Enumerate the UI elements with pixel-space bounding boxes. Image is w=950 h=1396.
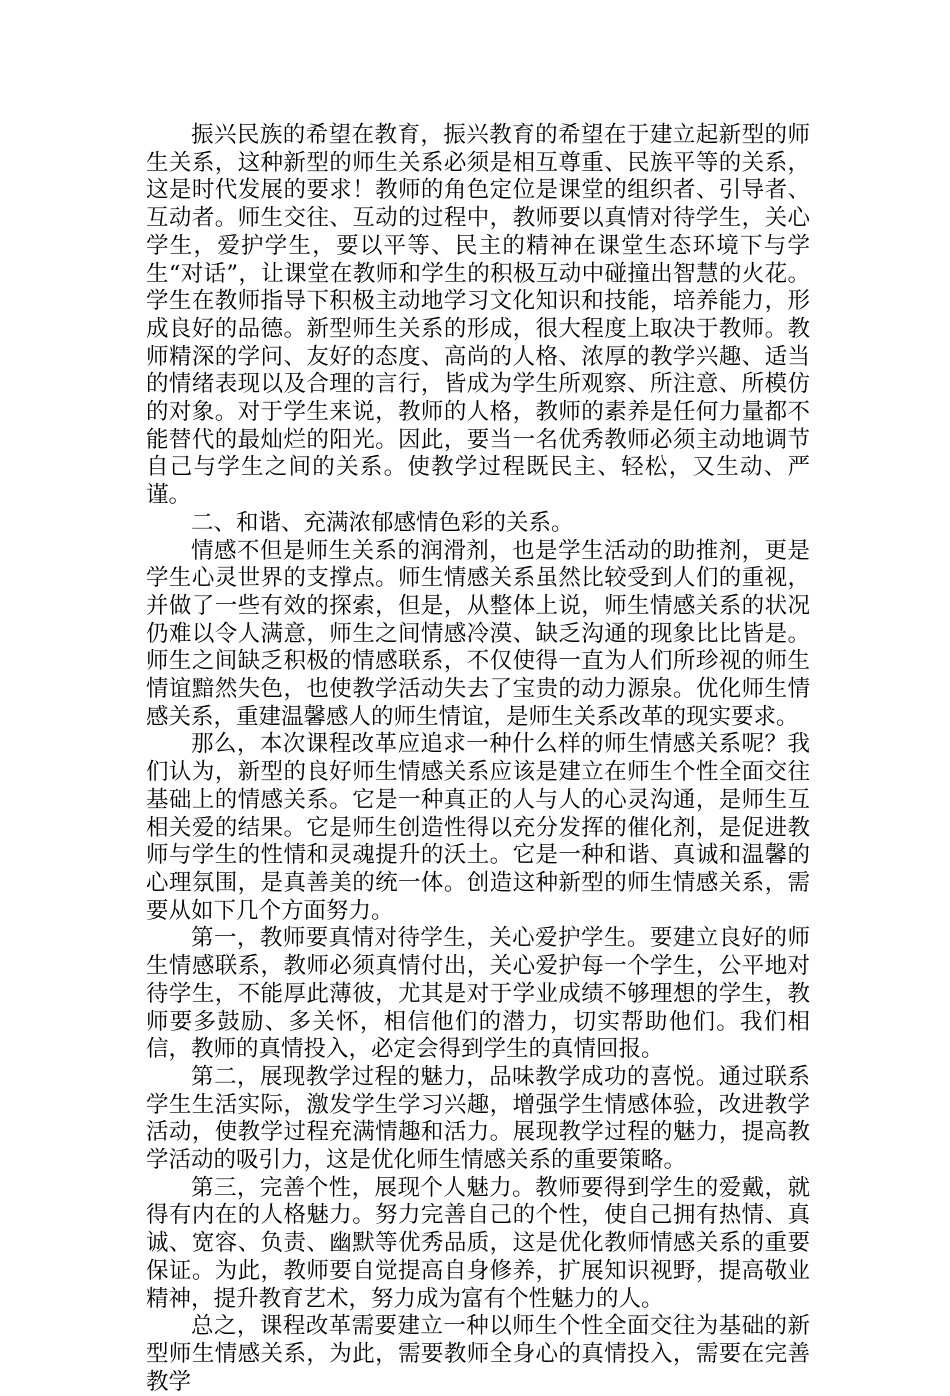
paragraph-first-point: 第一，教师要真情对待学生，关心爱护学生。要建立良好的师生情感联系，教师必须真情付出，关心爱护每一个学生，公平地对待学生，不能厚此薄彼，尤其是对于学业成绩不够理想的学生，教师要多鼓励、多关怀，相信他们的潜力，切实帮助他们。我们相信，教师的真情投入，必定会得到学生的真情回报。	[146, 925, 810, 1063]
paragraph-emotion: 情感不但是师生关系的润滑剂，也是学生活动的助推剂，更是学生心灵世界的支撑点。师生情感关系虽然比较受到人们的重视，并做了一些有效的探索，但是，从整体上说，师生情感关系的状况仍难以令人满意，师生之间情感冷漠、缺乏沟通的现象比比皆是。师生之间缺乏积极的情感联系，不仅使得一直为人们所珍视的师生情谊黯然失色，也使教学活动失去了宝贵的动力源泉。优化师生情感关系，重建温馨感人的师生情谊，是师生关系改革的现实要求。	[146, 537, 810, 730]
document-body	[146, 122, 810, 1396]
section-heading-two: 二、和谐、充满浓郁感情色彩的关系。	[191, 509, 574, 536]
paragraph-intro: 振兴民族的希望在教育，振兴教育的希望在于建立起新型的师生关系，这种新型的师生关系必须是相互尊重、民族平等的关系，这是时代发展的要求！教师的角色定位是课堂的组织者、引导者、互动者。师生交往、互动的过程中，教师要以真情对待学生，关心学生，爱护学生，要以平等、民主的精神在课堂生态环境下与学生“对话”，让课堂在教师和学生的积极互动中碰撞出智慧的火花。学生在教师指导下积极主动地学习文化知识和技能，培养能力，形成良好的品德。新型师生关系的形成，很大程度上取决于教师。教师精深的学问、友好的态度、高尚的人格、浓厚的教学兴趣、适当的情绪表现以及合理的言行，皆成为学生所观察、所注意、所模仿的对象。对于学生来说，教师的人格，教师的素养是任何力量都不能替代的最灿烂的阳光。因此，要当一名优秀教师必须主动地调节自己与学生之间的关系。使教学过程既民主、轻松，又生动、严谨。	[146, 122, 810, 509]
paragraph-third-point: 第三，完善个性，展现个人魅力。教师要得到学生的爱戴，就得有内在的人格魅力。努力完善自己的个性，使自己拥有热情、真诚、宽容、负责、幽默等优秀品质，这是优化教师情感关系的重要保证。为此，教师要自觉提高自身修养，扩展知识视野，提高敬业精神，提升教育艺术，努力成为富有个性魅力的人。	[146, 1174, 810, 1312]
paragraph-conclusion: 总之，课程改革需要建立一种以师生个性全面交往为基础的新型师生情感关系，为此，需要教师全身心的真情投入，需要在完善教学	[146, 1313, 810, 1395]
paragraph-question: 那么，本次课程改革应追求一种什么样的师生情感关系呢？我们认为，新型的良好师生情感关系应该是建立在师生个性全面交往基础上的情感关系。它是一种真正的人与人的心灵沟通，是师生互相关爱的结果。它是师生创造性得以充分发挥的催化剂，是促进教师与学生的性情和灵魂提升的沃土。它是一种和谐、真诚和温馨的心理氛围，是真善美的统一体。创造这种新型的师生情感关系，需要从如下几个方面努力。	[146, 731, 810, 924]
paragraph-second-point: 第二，展现教学过程的魅力，品味教学成功的喜悦。通过联系学生生活实际，激发学生学习兴趣，增强学生情感体验，改进教学活动，使教学过程充满情趣和活力。展现教学过程的魅力，提高教学活动的吸引力，这是优化师生情感关系的重要策略。	[146, 1063, 810, 1174]
